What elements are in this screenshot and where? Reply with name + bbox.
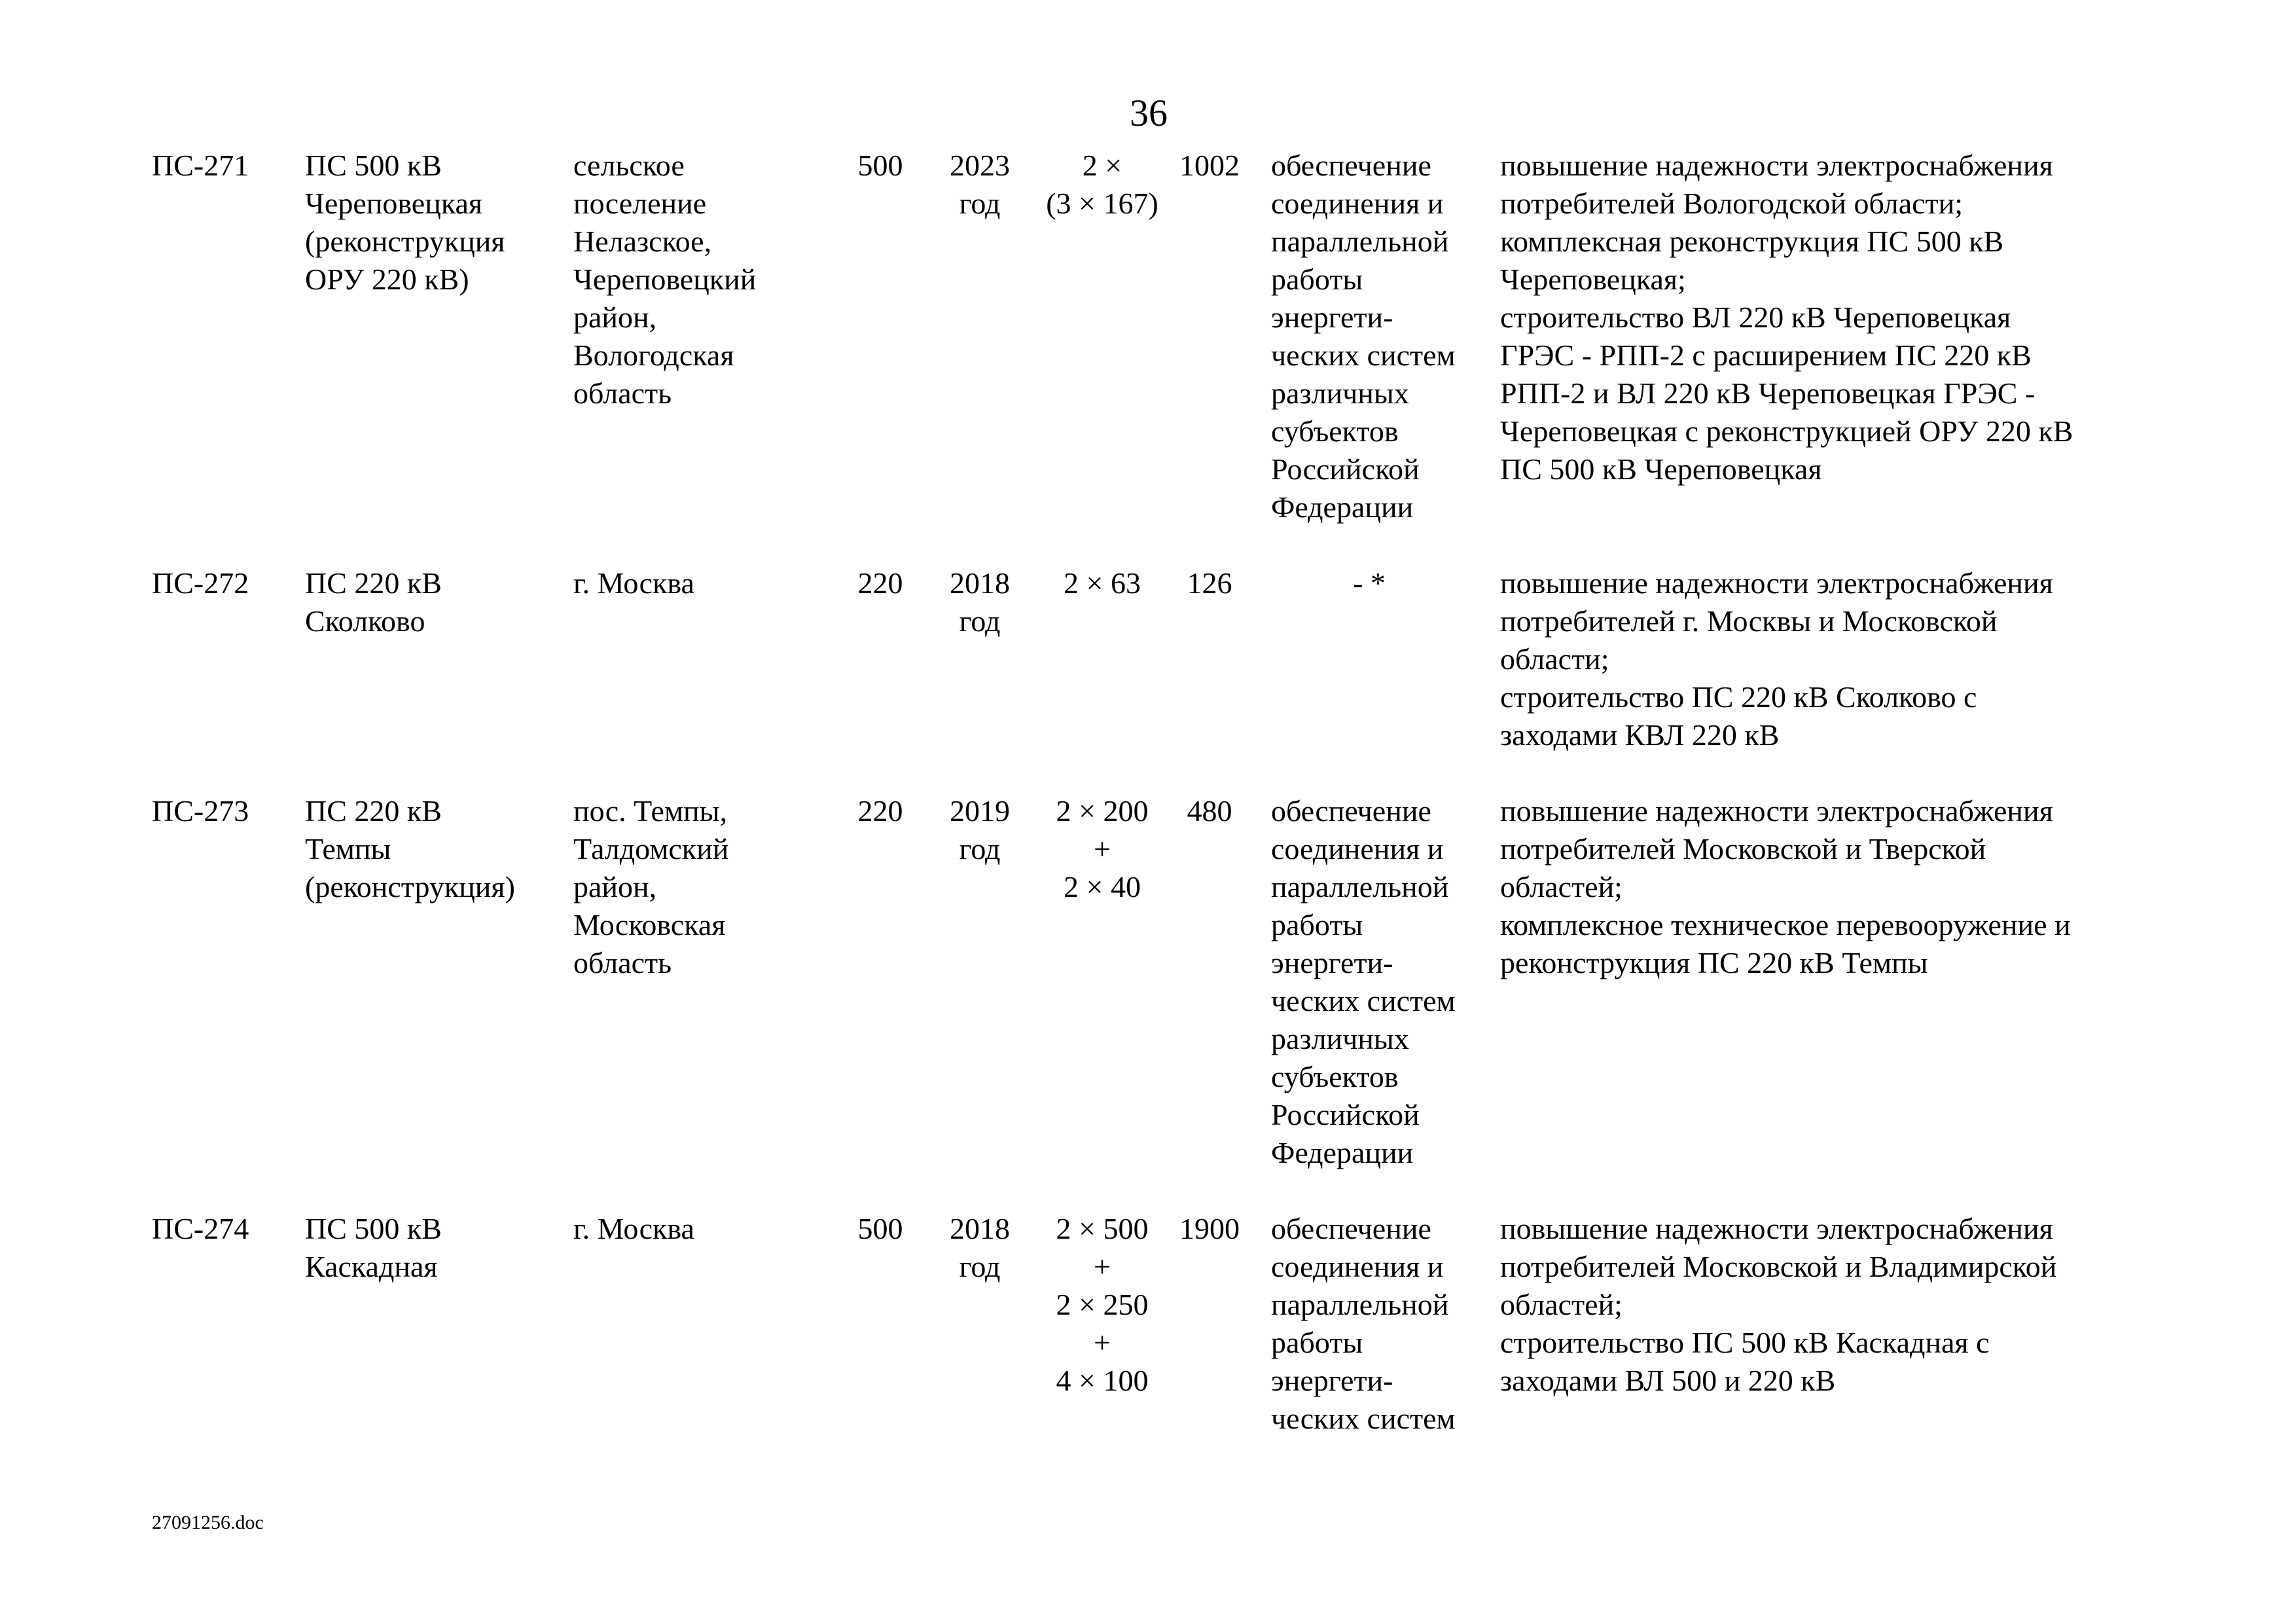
- document-filename: 27091256.doc: [152, 1512, 264, 1533]
- commissioning-year: 2023 год: [950, 149, 1010, 220]
- purpose-text: обеспечение соединения и параллельной работы энергети- ческих систем различных субъектов Российской Федерации: [1271, 794, 1456, 1169]
- substation-id: ПС-271: [152, 149, 249, 182]
- page-number: 36: [1130, 92, 1168, 134]
- substation-id: ПС-272: [152, 566, 249, 600]
- substation-name: ПС 500 кВ Каскадная: [305, 1212, 442, 1283]
- substation-location: г. Москва: [573, 566, 694, 600]
- substation-location: г. Москва: [573, 1212, 694, 1245]
- justification-text: повышение надежности электроснабжения потребителей г. Москвы и Московской области; строительство ПС 220 кВ Сколково с заходами КВЛ 220 кВ: [1500, 566, 2053, 752]
- purpose-text: обеспечение соединения и параллельной работы энергети- ческих систем различных субъектов Российской Федерации: [1271, 149, 1456, 524]
- substation-location: пос. Темпы, Талдомский район, Московская область: [573, 794, 729, 979]
- justification-text: повышение надежности электроснабжения потребителей Московской и Владимирской областей; строительство ПС 500 кВ Каскадная с заходами ВЛ 500 и 220 кВ: [1500, 1212, 2057, 1397]
- substation-name: ПС 500 кВ Череповецкая (реконструкция ОРУ 220 кВ): [305, 149, 505, 296]
- substation-name: ПС 220 кВ Сколково: [305, 566, 442, 638]
- commissioning-year: 2019 год: [950, 794, 1010, 866]
- justification-text: повышение надежности электроснабжения потребителей Московской и Тверской областей; комплексное техническое перевооружение и реконструкция ПС 220 кВ Темпы: [1500, 794, 2071, 979]
- transformer-config: 2 × 500 + 2 × 250 + 4 × 100: [1056, 1212, 1149, 1397]
- total-power: 1900: [1179, 1212, 1240, 1245]
- voltage-value: 220: [857, 794, 903, 828]
- total-power: 1002: [1179, 149, 1240, 182]
- transformer-config: 2 × 200 + 2 × 40: [1056, 794, 1149, 903]
- purpose-text: - *: [1353, 566, 1386, 600]
- voltage-value: 500: [857, 1212, 903, 1245]
- substation-name: ПС 220 кВ Темпы (реконструкция): [305, 794, 515, 903]
- voltage-value: 500: [857, 149, 903, 182]
- total-power: 480: [1187, 794, 1232, 828]
- substation-id: ПС-274: [152, 1212, 249, 1245]
- transformer-config: 2 × 63: [1064, 566, 1141, 600]
- transformer-config: 2 × (3 × 167): [1046, 149, 1158, 220]
- substation-location: сельское поселение Нелазское, Череповецкий район, Вологодская область: [573, 149, 757, 410]
- purpose-text: обеспечение соединения и параллельной работы энергети- ческих систем: [1271, 1212, 1456, 1435]
- total-power: 126: [1187, 566, 1232, 600]
- substation-id: ПС-273: [152, 794, 249, 828]
- commissioning-year: 2018 год: [950, 566, 1010, 638]
- voltage-value: 220: [857, 566, 903, 600]
- justification-text: повышение надежности электроснабжения потребителей Вологодской области; комплексная реконструкция ПС 500 кВ Череповецкая; строительство ВЛ 220 кВ Череповецкая ГРЭС - РПП-2 с расширением ПС 220 кВ РПП-2 и ВЛ 220 кВ Череповецкая ГРЭС - Череповецкая с реконструкцией ОРУ 220 кВ ПС 500 кВ Череповецкая: [1500, 149, 2073, 486]
- commissioning-year: 2018 год: [950, 1212, 1010, 1283]
